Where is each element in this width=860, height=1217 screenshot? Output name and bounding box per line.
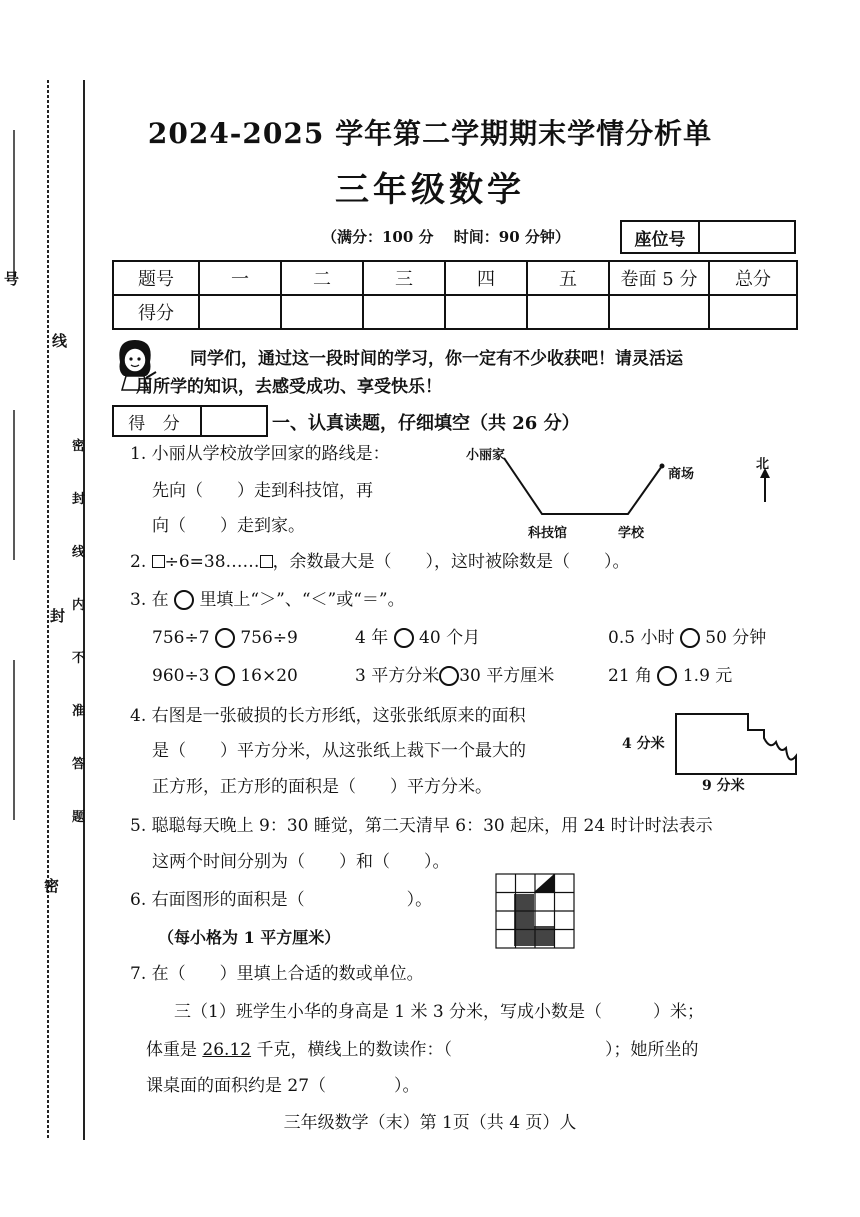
score-table — [112, 260, 798, 330]
q2-part2: ÷6=38…… — [164, 552, 260, 572]
q7-line2: 三（1）班学生小华的身高是 1 米 3 分米，写成小数是（ ）米； — [174, 1002, 705, 1022]
map-label-mall: 商场 — [668, 467, 695, 482]
score-cell[interactable] — [281, 295, 363, 329]
score-header: 四 — [445, 261, 527, 295]
q3-f1: 21 角 — [608, 666, 653, 686]
q1-line3: 向（ ）走到家。 — [152, 516, 305, 536]
margin-label-hao: 号 — [4, 270, 20, 288]
q1-line2: 先向（ ）走到科技馆，再 — [152, 481, 373, 501]
q7-underlined-number: 26.12 — [202, 1040, 252, 1060]
score-cell[interactable] — [199, 295, 281, 329]
intro-line2: 用所学的知识，去感受成功、享受快乐！ — [136, 377, 442, 397]
compare-circle-icon[interactable] — [439, 666, 459, 686]
score-cell[interactable] — [363, 295, 445, 329]
q7-line4: 课桌面的面积约是 27（ ）。 — [146, 1076, 420, 1096]
page-footer: 三年级数学（末）第 1页（共 4 页）人 — [283, 1113, 577, 1133]
blank-square-icon — [152, 555, 165, 568]
q6-line2: （每小格为 1 平方厘米） — [158, 928, 341, 947]
q1-line1: 1. 小丽从学校放学回家的路线是： — [130, 444, 390, 464]
score-header: 卷面 5 分 — [609, 261, 709, 295]
q4-line2: 是（ ）平方分米，从这张纸上裁下一个最大的 — [152, 741, 526, 761]
margin-label-xian: 线 — [52, 332, 68, 350]
map-label-school: 学校 — [618, 526, 645, 541]
map-label-home: 小丽家 — [466, 448, 506, 463]
q4-line3: 正方形，正方形的面积是（ ）平方分米。 — [152, 777, 492, 797]
score-cell[interactable] — [445, 295, 527, 329]
q7-line3b: 千克，横线上的数读作：（ ）；她所坐的 — [251, 1040, 699, 1060]
q5-line1: 5. 聪聪每天晚上 9：30 睡觉，第二天清早 6：30 起床，用 24 时计时法表示 — [130, 816, 713, 836]
q2-part3: ，余数最大是（ ），这时被除数是（ ）。 — [272, 552, 630, 572]
compare-circle-icon[interactable] — [215, 666, 235, 686]
score-header: 三 — [363, 261, 445, 295]
score-header: 总分 — [709, 261, 797, 295]
q7-line1: 7. 在（ ）里填上合适的数或单位。 — [130, 964, 424, 984]
section1-score-box — [112, 405, 268, 437]
q3-b1: 4 年 — [355, 628, 389, 648]
q3-d1: 960÷3 — [152, 666, 210, 686]
q4-label-height: 4 分米 — [622, 736, 665, 752]
score-cell[interactable] — [709, 295, 797, 329]
score-cell[interactable] — [527, 295, 609, 329]
q3-f2: 1.9 元 — [682, 666, 733, 686]
score-header: 五 — [527, 261, 609, 295]
seat-label: 座位号 — [622, 222, 700, 252]
margin-label-feng: 封 — [50, 607, 66, 625]
compare-circle-icon[interactable] — [394, 628, 414, 648]
score-header: 二 — [281, 261, 363, 295]
section1-score-input[interactable] — [202, 407, 266, 435]
q3-b2: 40 个月 — [419, 628, 481, 648]
q3-c2: 50 分钟 — [705, 628, 767, 648]
q4-torn-rectangle-figure — [670, 710, 805, 780]
q3-a1: 756÷7 — [152, 628, 210, 648]
margin-notice: 密封线内不准答题 — [72, 439, 86, 825]
score-row-label: 得分 — [113, 295, 199, 329]
q3-c1: 0.5 小时 — [608, 628, 675, 648]
q3-a2: 756÷9 — [240, 628, 298, 648]
compare-circle-icon — [174, 590, 194, 610]
compare-circle-icon[interactable] — [680, 628, 700, 648]
score-cell[interactable] — [609, 295, 709, 329]
intro-line1: 同学们，通过这一段时间的学习，你一定有不少收获吧！请灵活运 — [190, 349, 683, 369]
q3-e2: 30 平方厘米 — [459, 666, 555, 686]
exam-title: 2024-2025 学年第二学期期末学情分析单 — [147, 117, 713, 150]
q2-part1: 2. — [130, 552, 152, 572]
margin-label-mi: 密 — [44, 877, 60, 895]
seat-number-box — [620, 220, 796, 254]
blank-square-icon — [260, 555, 273, 568]
q6-line1: 6. 右面图形的面积是（ ）。 — [130, 890, 433, 910]
compare-circle-icon[interactable] — [657, 666, 677, 686]
q3-d2: 16×20 — [240, 666, 298, 686]
seat-input[interactable] — [700, 222, 794, 252]
map-label-tech: 科技馆 — [528, 526, 568, 541]
q4-line1: 4. 右图是一张破损的长方形纸，这张张纸原来的面积 — [130, 706, 526, 726]
compare-circle-icon[interactable] — [215, 628, 235, 648]
q6-grid-figure — [494, 872, 578, 952]
q5-line2: 这两个时间分别为（ ）和（ ）。 — [152, 852, 450, 872]
q7-line3a: 体重是 — [146, 1040, 203, 1060]
q3-e1: 3 平方分米 — [355, 666, 440, 686]
score-header: 一 — [199, 261, 281, 295]
exam-subject: 三年级数学 — [335, 170, 525, 210]
q3-text2: 里填上“＞”、“＜”或“＝”。 — [199, 590, 405, 610]
section1-score-label: 得 分 — [114, 407, 202, 435]
exam-meta: （满分：100 分 时间：90 分钟） — [322, 228, 570, 246]
section1-title: 一、认真读题，仔细填空（共 26 分） — [272, 413, 580, 434]
score-header: 题号 — [113, 261, 199, 295]
q4-label-width: 9 分米 — [702, 778, 745, 794]
map-label-north: 北 — [756, 457, 770, 472]
q3-text: 3. 在 — [130, 590, 169, 610]
